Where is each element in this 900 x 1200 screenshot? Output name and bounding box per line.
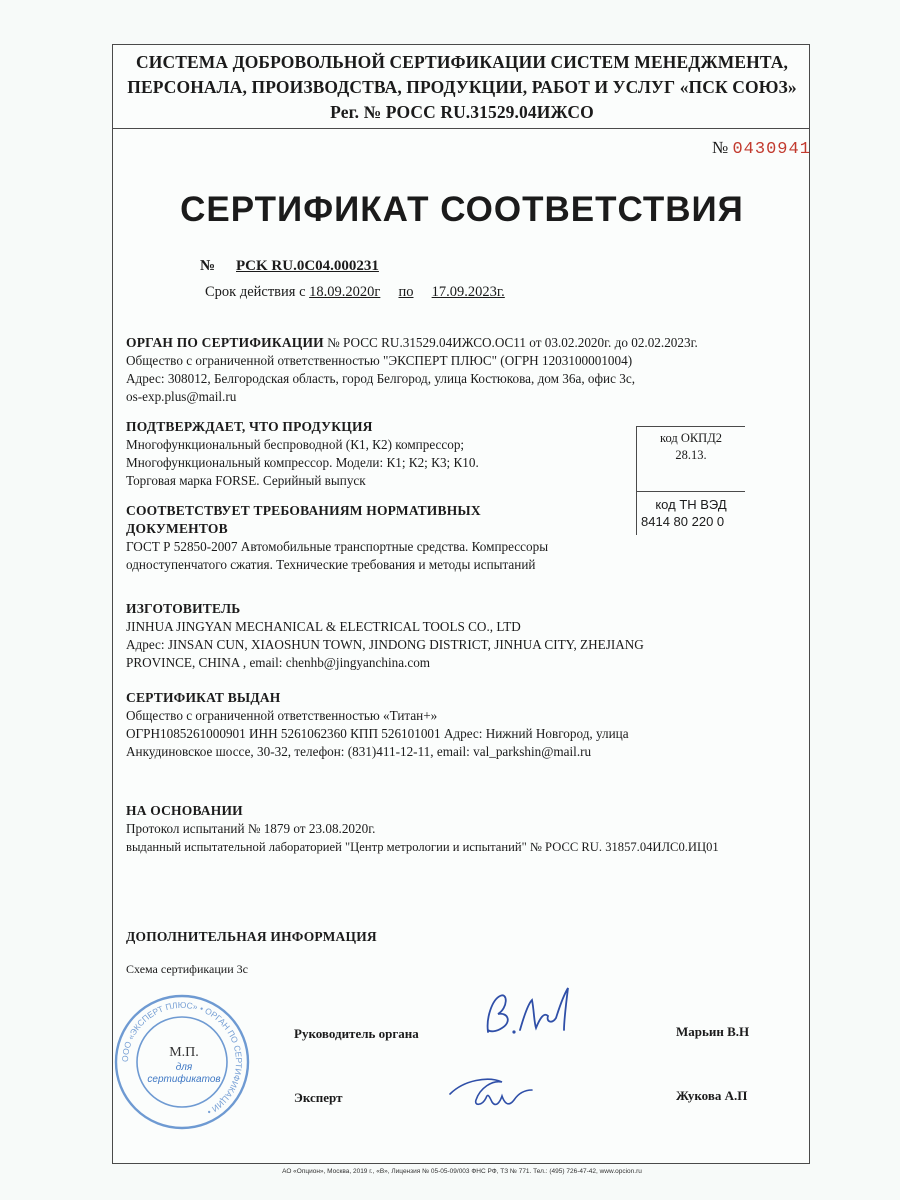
basis-section xyxy=(126,802,719,856)
header-registration: Рег. № РОСС RU.31529.04ИЖСО xyxy=(330,102,594,122)
stamp-text-certificates: сертификатов xyxy=(147,1074,221,1085)
head-signature-name: Марьин В.Н xyxy=(676,1024,750,1039)
certification-body-address: Адрес: 308012, Белгородская область, город Белгород, улица Костюкова, дом 36а, офис 3с, xyxy=(126,371,636,386)
validity-period xyxy=(205,284,505,301)
head-signature xyxy=(478,982,588,1044)
certification-body-accreditation: № РОСС RU.31529.04ИЖСО.ОС11 от 03.02.2020г. до 02.02.2023г. xyxy=(323,335,698,350)
okpd-label: код ОКПД2 xyxy=(660,431,722,445)
certificate-number-value: PCK RU.0C04.000231 xyxy=(236,258,379,274)
expert-signature xyxy=(444,1068,544,1112)
product-line-3: Торговая марка FORSE. Серийный выпуск xyxy=(126,473,366,488)
stamp-text-for: для xyxy=(175,1062,193,1073)
certificate-number xyxy=(200,258,379,275)
manufacturer-contact: PROVINCE, CHINA , email: chenhb@jingyanchina.com xyxy=(126,655,431,670)
manufacturer-address: Адрес: JINSAN CUN, XIAOSHUN TOWN, JINDONG DISTRICT, JINHUA CITY, ZHEJIANG xyxy=(126,637,644,652)
issued-to-address: Анкудиновское шоссе, 30-32, телефон: (831)411-12-11, email: val_parkshin@mail.ru xyxy=(126,744,592,759)
valid-from: 18.09.2020г xyxy=(309,284,381,300)
certification-body-section xyxy=(126,334,698,406)
validity-mid: по xyxy=(398,284,414,300)
product-line-1: Многофункциональный беспроводной (К1, К2) компрессор; xyxy=(126,437,465,452)
basis-heading: НА ОСНОВАНИИ xyxy=(126,803,243,818)
certificate-number-sign: № xyxy=(200,258,216,274)
manufacturer-name: JINHUA JINGYAN MECHANICAL & ELECTRICAL TOOLS CO., LTD xyxy=(126,619,521,634)
codes-divider xyxy=(637,491,745,492)
document-title: СЕРТИФИКАТ СООТВЕТСТВИЯ xyxy=(180,190,744,229)
tnved-value: 8414 80 220 0 xyxy=(641,514,725,529)
header-divider xyxy=(112,128,810,129)
expert-signature-name: Жукова А.П xyxy=(676,1088,748,1103)
standards-section xyxy=(126,502,548,574)
certification-scheme: Схема сертификации 3с xyxy=(126,962,248,976)
stamp-ring-text: ООО «ЭКСПЕРТ ПЛЮС» • ОРГАН ПО СЕРТИФИКАЦИИ • xyxy=(119,999,245,1118)
product-section xyxy=(126,418,479,490)
printer-imprint: АО «Опцион», Москва, 2019 г., «В», Лицензия № 05-05-09/003 ФНС РФ, ТЗ № 771. Тел.: (495) 726-47-42, www.opcion.ru xyxy=(282,1168,642,1175)
product-line-2: Многофункциональный компрессор. Модели: К1; К2; К3; К10. xyxy=(126,455,479,470)
standards-heading-1: СООТВЕТСТВУЕТ ТРЕБОВАНИЯМ НОРМАТИВНЫХ xyxy=(126,503,481,518)
standards-line-2: одноступенчатого сжатия. Технические требования и методы испытаний xyxy=(126,557,536,572)
valid-to: 17.09.2023г. xyxy=(431,284,505,300)
issued-to-section xyxy=(126,689,629,761)
head-signature-label: Руководитель органа xyxy=(294,1026,419,1041)
basis-laboratory: выданный испытательной лабораторией "Центр метрологии и испытаний" № РОСС RU. 31857.04ИЛС0.ИЦ01 xyxy=(126,840,719,854)
expert-signature-label: Эксперт xyxy=(294,1090,343,1105)
manufacturer-heading: ИЗГОТОВИТЕЛЬ xyxy=(126,601,241,616)
manufacturer-section xyxy=(126,600,644,672)
classification-codes-box xyxy=(636,426,745,535)
standards-heading-2: ДОКУМЕНТОВ xyxy=(126,521,228,536)
header-line-1: СИСТЕМА ДОБРОВОЛЬНОЙ СЕРТИФИКАЦИИ СИСТЕМ МЕНЕДЖМЕНТА, xyxy=(136,52,788,72)
form-serial xyxy=(712,138,811,159)
certification-body-heading: ОРГАН ПО СЕРТИФИКАЦИИ xyxy=(126,335,324,350)
basis-protocol: Протокол испытаний № 1879 от 23.08.2020г. xyxy=(126,821,376,836)
standards-line-1: ГОСТ Р 52850-2007 Автомобильные транспортные средства. Компрессоры xyxy=(126,539,549,554)
stamp-mp-label: М.П. xyxy=(169,1045,199,1060)
certification-body-first-line xyxy=(126,334,698,352)
validity-prefix: Срок действия с xyxy=(205,284,306,300)
additional-info-heading: ДОПОЛНИТЕЛЬНАЯ ИНФОРМАЦИЯ xyxy=(126,929,377,944)
certification-body-name: Общество с ограниченной ответственностью "ЭКСПЕРТ ПЛЮС" (ОГРН 1203100001004) xyxy=(126,353,633,368)
additional-info-section xyxy=(126,928,377,978)
header-line-2: ПЕРСОНАЛА, ПРОИЗВОДСТВА, ПРОДУКЦИИ, РАБОТ И УСЛУГ «ПСК СОЮЗ» xyxy=(127,77,797,97)
issued-to-name: Общество с ограниченной ответственностью «Титан+» xyxy=(126,708,438,723)
certification-body-email: os-exp.plus@mail.ru xyxy=(126,389,237,404)
serial-number: 0430941 xyxy=(732,140,811,159)
okpd-value: 28.13. xyxy=(675,448,707,462)
issued-to-heading: СЕРТИФИКАТ ВЫДАН xyxy=(126,690,281,705)
product-heading: ПОДТВЕРЖДАЕТ, ЧТО ПРОДУКЦИЯ xyxy=(126,419,373,434)
certification-system-header xyxy=(112,50,812,125)
issued-to-registration: ОГРН1085261000901 ИНН 5261062360 КПП 526101001 Адрес: Нижний Новгород, улица xyxy=(126,726,629,741)
certification-stamp xyxy=(112,992,252,1132)
serial-sign: № xyxy=(712,138,729,157)
tnved-label: код ТН ВЭД xyxy=(655,497,727,512)
